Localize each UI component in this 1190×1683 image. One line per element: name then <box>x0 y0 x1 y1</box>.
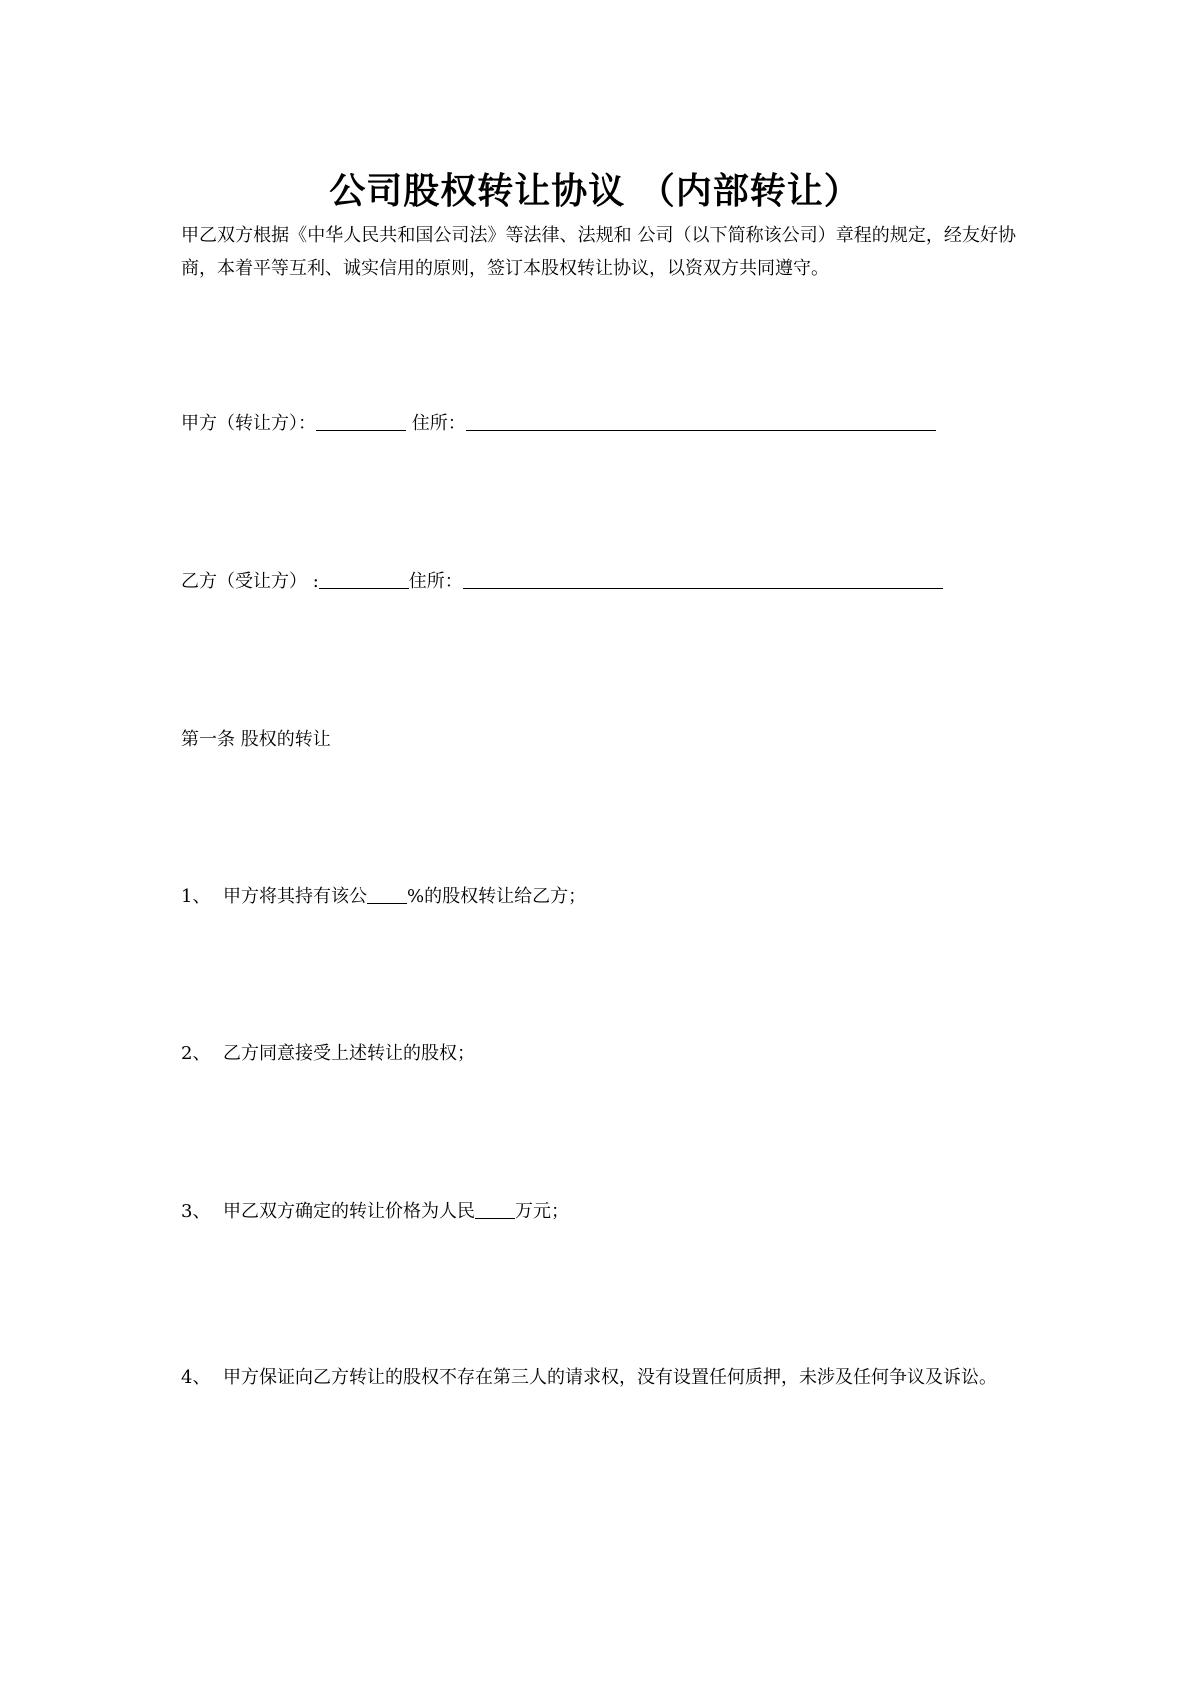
intro-paragraph: 甲乙双方根据《中华人民共和国公司法》等法律、法规和 公司（以下简称该公司）章程的规定，经友好协商，本着平等互利、诚实信用的原则，签订本股权转让协议，以资双方共同遵守。 <box>181 225 1016 279</box>
party-a-address-blank[interactable] <box>466 412 936 431</box>
document-title: 公司股权转让协议 （内部转让） <box>329 171 861 212</box>
article-1-item-3 <box>181 1195 1016 1228</box>
article-1-item-4 <box>181 1361 1016 1394</box>
article-1-item-1 <box>181 880 1016 913</box>
item-text-after: %的股权转让给乙方； <box>407 886 587 907</box>
item-text-before: 甲乙双方确定的转让价格为人民 <box>223 1201 475 1222</box>
article-1-item-2 <box>181 1037 1016 1070</box>
share-percent-blank[interactable] <box>367 885 407 904</box>
item-text: 甲方保证向乙方转让的股权不存在第三人的请求权，没有设置任何质押，未涉及任何争议及诉讼。 <box>223 1367 997 1388</box>
party-a-address-label: 住所： <box>406 413 466 434</box>
party-b-label: 乙方（受让方） : <box>181 571 319 592</box>
party-b-line <box>181 565 1016 598</box>
item-text: 乙方同意接受上述转让的股权； <box>223 1043 475 1064</box>
item-text-after: 万元； <box>515 1201 569 1222</box>
party-b-address-label: 住所： <box>408 571 463 592</box>
party-a-line <box>181 407 1016 440</box>
item-number: 4、 <box>181 1367 211 1388</box>
party-a-name-blank[interactable] <box>316 412 406 431</box>
party-a-label: 甲方（转让方）： <box>181 413 316 434</box>
item-number: 2、 <box>181 1043 211 1064</box>
item-number: 1、 <box>181 886 211 907</box>
party-b-address-blank[interactable] <box>463 570 943 589</box>
price-blank[interactable] <box>475 1200 515 1219</box>
item-number: 3、 <box>181 1201 211 1222</box>
party-b-name-blank[interactable] <box>319 570 409 589</box>
article-1-heading: 第一条 股权的转让 <box>181 729 331 750</box>
item-text-before: 甲方将其持有该公 <box>223 886 367 907</box>
